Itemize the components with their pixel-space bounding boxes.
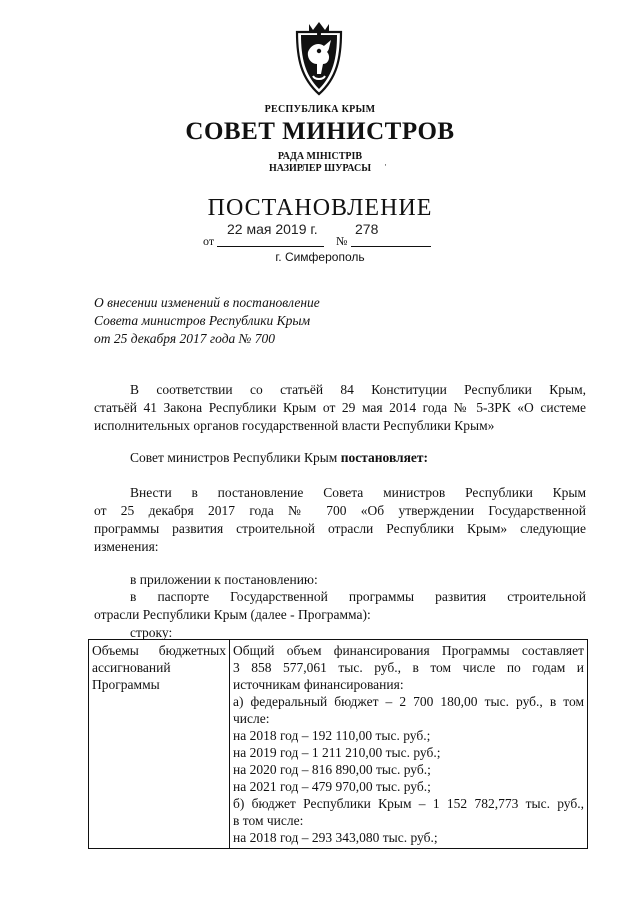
document-type: ПОСТАНОВЛЕНИЕ (207, 195, 433, 221)
paragraph-line: отрасли Республики Крым (далее - Программа): (94, 607, 371, 622)
preamble-paragraph (94, 381, 586, 435)
paragraph-line: Внести в постановление Совета министров Республики Крым (130, 485, 586, 500)
date-underline (217, 246, 324, 247)
resolves-paragraph (130, 449, 550, 467)
cell-line: на 2021 год – 479 970,00 тыс. руб.; (233, 779, 431, 794)
paragraph-line: статьёй 41 Закона Республики Крым от 29 мая 2014 года № 5-ЗРК «О системе (94, 400, 586, 415)
subject-block (94, 294, 320, 348)
cell-line: на 2019 год – 1 211 210,00 тыс. руб.; (233, 745, 441, 760)
paragraph-line: исполнительных органов государственной власти Республики Крым» (94, 418, 495, 433)
council-name-ukrainian: РАДА МІНІСТРІВ (277, 151, 363, 162)
paragraph-text: Совет министров Республики Крым (130, 450, 341, 465)
cell-line: числе: (233, 711, 270, 726)
paragraph-line: В соответствии со статьёй 84 Конституции Республики Крым, (130, 382, 586, 397)
date-value: 22 мая 2019 г. (227, 221, 318, 237)
row-label-paragraph: строку: (130, 625, 173, 640)
paragraph-line: в паспорте Государственной программы развития строительной (130, 589, 586, 604)
cell-line: а) федеральный бюджет – 2 700 180,00 тыс. руб., в том (233, 694, 584, 709)
council-name-crimean-tatar: НАЗИРЛЕР ШУРАСЫ (268, 163, 372, 174)
number-value: 278 (355, 221, 379, 237)
cell-line: б) бюджет Республики Крым – 1 152 782,773 тыс. руб., (233, 796, 584, 811)
cell-line: источникам финансирования: (233, 677, 404, 692)
cell-line: Объемы бюджетных (92, 643, 226, 658)
amendment-paragraph (94, 484, 586, 556)
paragraph-line: от 25 декабря 2017 года № 700 «Об утверждении Государственной (94, 503, 586, 518)
funding-table (88, 639, 588, 849)
number-sign: № (336, 234, 348, 248)
city: г. Симферополь (275, 250, 365, 264)
cell-line: ассигнований (92, 660, 171, 675)
date-prefix: от (203, 234, 215, 248)
table-cell-value (230, 640, 588, 849)
cell-line: на 2018 год – 192 110,00 тыс. руб.; (233, 728, 431, 743)
council-name: СОВЕТ МИНИСТРОВ (185, 118, 455, 145)
subject-line: О внесении изменений в постановление (94, 295, 320, 310)
cell-line: на 2018 год – 293 343,080 тыс. руб.; (233, 830, 438, 845)
subject-line: Совета министров Республики Крым (94, 313, 311, 328)
cell-line: в том числе: (233, 813, 304, 828)
table-row (89, 640, 588, 849)
paragraph-line: программы развития строительной отрасли Республики Крым» следующие (94, 521, 586, 536)
appendix-paragraph: в приложении к постановлению: (130, 572, 318, 587)
scan-dot: · (384, 160, 387, 170)
resolves-word: постановляет: (340, 450, 429, 465)
number-underline (351, 246, 431, 247)
paragraph-line: изменения: (94, 539, 159, 554)
cell-line: 3 858 577,061 тыс. руб., в том числе по годам и (233, 660, 584, 675)
republic-name: РЕСПУБЛИКА КРЫМ (264, 104, 376, 115)
cell-line: на 2020 год – 816 890,00 тыс. руб.; (233, 762, 431, 777)
cell-line: Программы (92, 677, 160, 692)
table-cell-label (89, 640, 230, 849)
cell-line: Общий объем финансирования Программы составляет (233, 643, 584, 658)
subject-line: от 25 декабря 2017 года № 700 (94, 331, 275, 346)
passport-paragraph (94, 588, 586, 624)
coat-of-arms-icon (291, 18, 347, 98)
